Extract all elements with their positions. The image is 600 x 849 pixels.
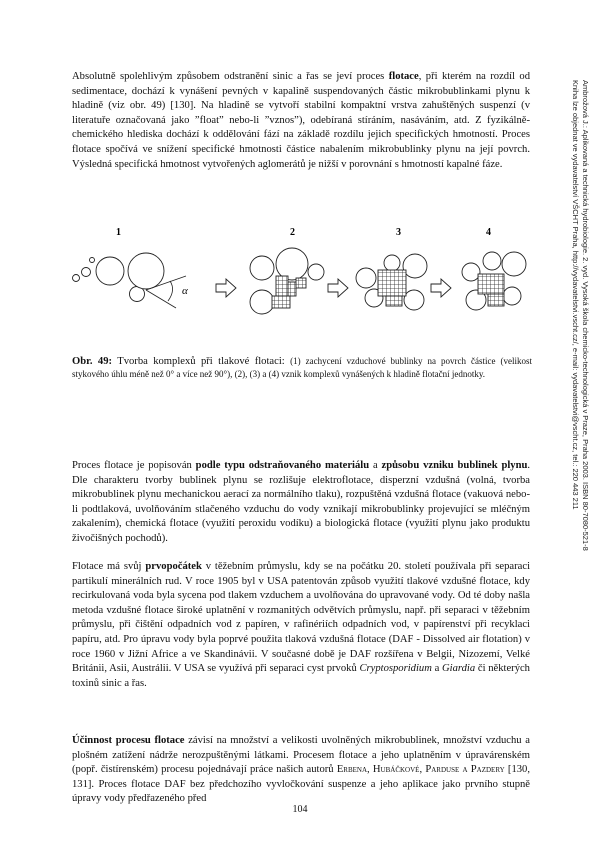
paragraph-efficiency: Účinnost procesu flotace závisí na množství a velikosti uvolněných mikrobublinek, množství vzduchu a plošném zatížení nádrže nerozpuštěnými látkami. Procesem flotace a jeho uplatněním v úpravárenském (popř. čistírenském) procesu pojednávají práce našich autorů Erbena, Hubáčkové, Parduse a Pazdery [130, 131]. Proces flotace DAF bez předchozího vyvločkování suspenze a jeho aplikace jako prvního stupně úpravy vody předřazeného před bbox=[72, 735, 530, 805]
stage-2-agglomerate bbox=[250, 248, 324, 314]
stage-label-3: 3 bbox=[396, 227, 401, 238]
figure-49-diagram bbox=[66, 220, 536, 350]
paragraph-types: Proces flotace je popisován podle typu odstraňovaného materiálu a způsobu vzniku bublinek plynu. Dle charakteru tvorby bublinek plynu se rozlišuje elektroflotace, disperzní vzdušná (volná, tvorba mikrobublinek plynu mechanickou aerací za normálního tlaku), rozpuštěná vzdušná flotace (vakuová nebo-li podtlaková, uvolňováním stlačeného vzduchu do vody vznikají mikrobublinky projevující se mléčným zakalením), chemická flotace (využití peroxidu vodíku) a biologická flotace (využití plynu jako produktu živočišných pochodů). bbox=[72, 460, 531, 544]
stage-label-4: 4 bbox=[486, 227, 491, 238]
stage-4-agglomerate bbox=[462, 252, 526, 310]
stage-label-2: 2 bbox=[290, 227, 295, 238]
stage-1-bubbles bbox=[73, 253, 165, 302]
page-number: 104 bbox=[292, 804, 308, 815]
alpha-symbol: α bbox=[182, 285, 188, 297]
stage-3-agglomerate bbox=[356, 254, 427, 310]
paragraph-origin: Flotace má svůj prvopočátek v těžebním průmyslu, kdy se na počátku 20. století používala při separaci partikulí minerálních rud. V roce 1905 byl v USA patentován způsob využití tlakové vzdušné flotace, kdy recirkulovaná voda byla sycena pod tlakem vzduchem a uvolňována do upravované vody. Od té doby našla metoda vzdušné flotace široké uplatnění v rozmanitých odvětvích průmyslu, např. při separaci v těžebním průmyslu, při čištění odpadních vod z papíren, v rafinériích odpadních vod, v papírenství při recyklaci papíru, atd. Pro úpravu vody byla poprvé použita tlaková vzdušná flotace (DAF - Dissolved air flotation) v roce 1960 v Jižní Africe a ve Skandinávii. V současné době je DAF rozšířena v Belgii, Nizozemí, Velké Británii, Asii, Austrálii. V USA se využívá při separaci cyst prvoků Cryptosporidium a Giardia či některých toxinů sinic a řas. bbox=[72, 561, 531, 689]
figure-caption: Obr. 49: Tvorba komplexů při tlakové flotaci: (1) zachycení vzduchové bublinky na povrch částice (velikost stykového úhlu méně než 0° a více než 90°), (2), (3) a (4) vznik komplexů vynášených k hladině flotační jednotky. bbox=[72, 356, 532, 379]
paragraph-intro: Absolutně spolehlivým způsobem odstranění sinic a řas se jeví proces flotace, při kterém na rozdíl od sedimentace, dochází k vynášení pevných v kapalině suspendovaných částic mikrobublinkami plynu k hladině (viz obr. 49) [130]. Na hladině se vytvoří stabilní kompaktní vrstva zahuštěných suspenzí (v literatuře označovaná jako ”float” nebo-li ”vznos”), odebíraná stíráním, nasáváním, atd. Z fyzikálně-chemického hlediska dochází k oddělování fází na základě rozdílu jejich specifických hmotností. Proces flotace spočívá ve snížení specifické hmotnosti částice nabalením mikrobublinky plynu na její povrch. Výsledná specifická hmotnost vytvořených aglomerátů je nižší v porovnání s hmotností kapalné fáze. bbox=[72, 71, 530, 170]
copyright-sidebar: Ambrožová J.: Aplikovaná a technická hydrobiologie. 2. vyd. Vysoká škola chemicko-technologická v Praze, Praha 2003. ISBN 80-7080-521-8 Kniha lze objednat ve vydavatelství VŠCHT Praha, http://vydavatelstvi.vscht.cz/, e-mail: vydavatelstvi@vscht.cz, tel.: 220 443 211 bbox=[571, 80, 590, 551]
term-flotace: flotace bbox=[388, 71, 419, 82]
stage-label-1: 1 bbox=[116, 227, 121, 238]
